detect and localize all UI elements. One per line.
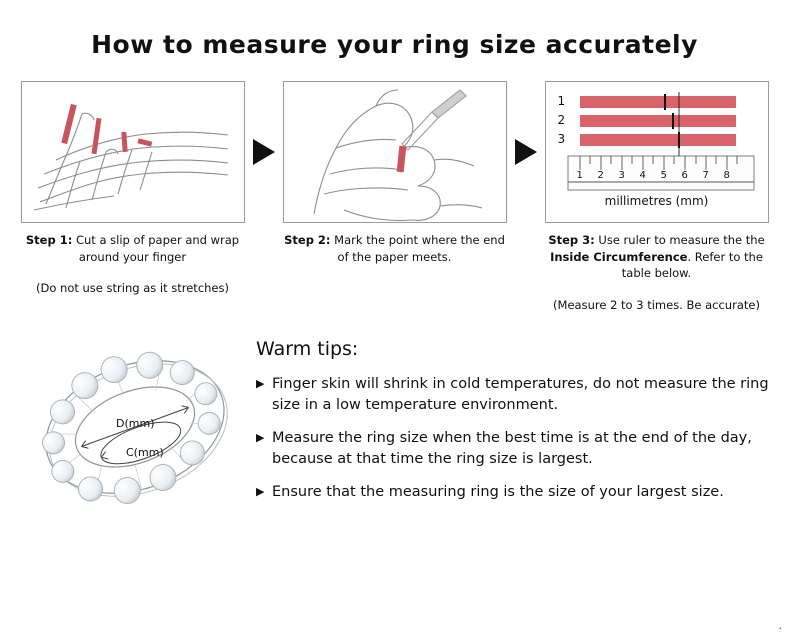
step-2-caption [283, 232, 507, 265]
tip-text: Finger skin will shrink in cold temperatures, do not measure the ring size in a low temperature environment. [272, 376, 769, 414]
step-3-text-after: . Refer to the table below. [621, 249, 763, 281]
ruler-number-5: 5 [660, 170, 667, 181]
step-1 [21, 81, 245, 295]
warm-tips-title: Warm tips: [256, 338, 359, 361]
arrow-2-to-3 [507, 81, 545, 223]
step-3-image [545, 81, 769, 223]
tip-text: Ensure that the measuring ring is the size of your largest size. [272, 484, 724, 501]
ruler-number-8: 8 [723, 170, 730, 181]
warm-tips [250, 332, 769, 526]
hand-with-paper-strip-illustration [22, 82, 245, 223]
step-3-text-bold: Inside Circumference [550, 249, 688, 264]
step-1-image [21, 81, 245, 223]
circumference-label: C(mm) [126, 446, 164, 460]
list-item [256, 482, 769, 503]
strip-label-2: 2 [557, 113, 566, 127]
arrow-right-icon [253, 139, 275, 165]
ruler-unit-caption: millimetres (mm) [604, 194, 709, 208]
steps-row [0, 81, 789, 312]
eternity-ring-illustration [20, 332, 250, 522]
step-3-caption [545, 232, 769, 282]
step-3-text: Use ruler to measure the the [594, 233, 765, 247]
triangle-right-icon: ▶ [256, 485, 265, 499]
step-1-caption [21, 232, 245, 265]
ruler-number-6: 6 [681, 170, 688, 181]
ruler-number-3: 3 [618, 170, 625, 181]
diameter-label: D(mm) [116, 417, 155, 431]
step-2-image [283, 81, 507, 223]
step-3-label: Step 3: [548, 233, 595, 247]
arrow-1-to-2 [245, 81, 283, 223]
list-item [256, 428, 769, 470]
strip-label-1: 1 [557, 94, 566, 108]
step-3-note: (Measure 2 to 3 times. Be accurate) [553, 298, 760, 313]
hand-marking-paper-illustration [284, 82, 507, 223]
ruler-number-7: 7 [702, 170, 709, 181]
tip-text: Measure the ring size when the best time is at the end of the day, because at that time the ring size is largest. [272, 430, 752, 468]
step-2 [283, 81, 507, 281]
step-2-text: Mark the point where the end of the paper meets. [330, 233, 505, 264]
step-2-label: Step 2: [284, 233, 331, 247]
step-1-label: Step 1: [25, 233, 73, 247]
ruler-number-2: 2 [597, 170, 604, 181]
strip-label-3: 3 [557, 132, 566, 146]
list-item [256, 374, 769, 416]
ring-diagram [20, 332, 250, 526]
page-title: How to measure your ring size accurately [91, 30, 698, 59]
arrow-right-icon [515, 139, 537, 165]
triangle-right-icon: ▶ [256, 377, 265, 391]
ruler-number-4: 4 [639, 170, 646, 181]
ruler-number-1: 1 [576, 170, 583, 181]
step-1-note: (Do not use string as it stretches) [36, 281, 229, 296]
step-3 [545, 81, 769, 312]
step-1-text: Cut a slip of paper and wrap around your finger [72, 233, 240, 264]
triangle-right-icon: ▶ [256, 431, 265, 445]
lower-section [0, 332, 789, 526]
corner-mark: . [778, 619, 782, 632]
